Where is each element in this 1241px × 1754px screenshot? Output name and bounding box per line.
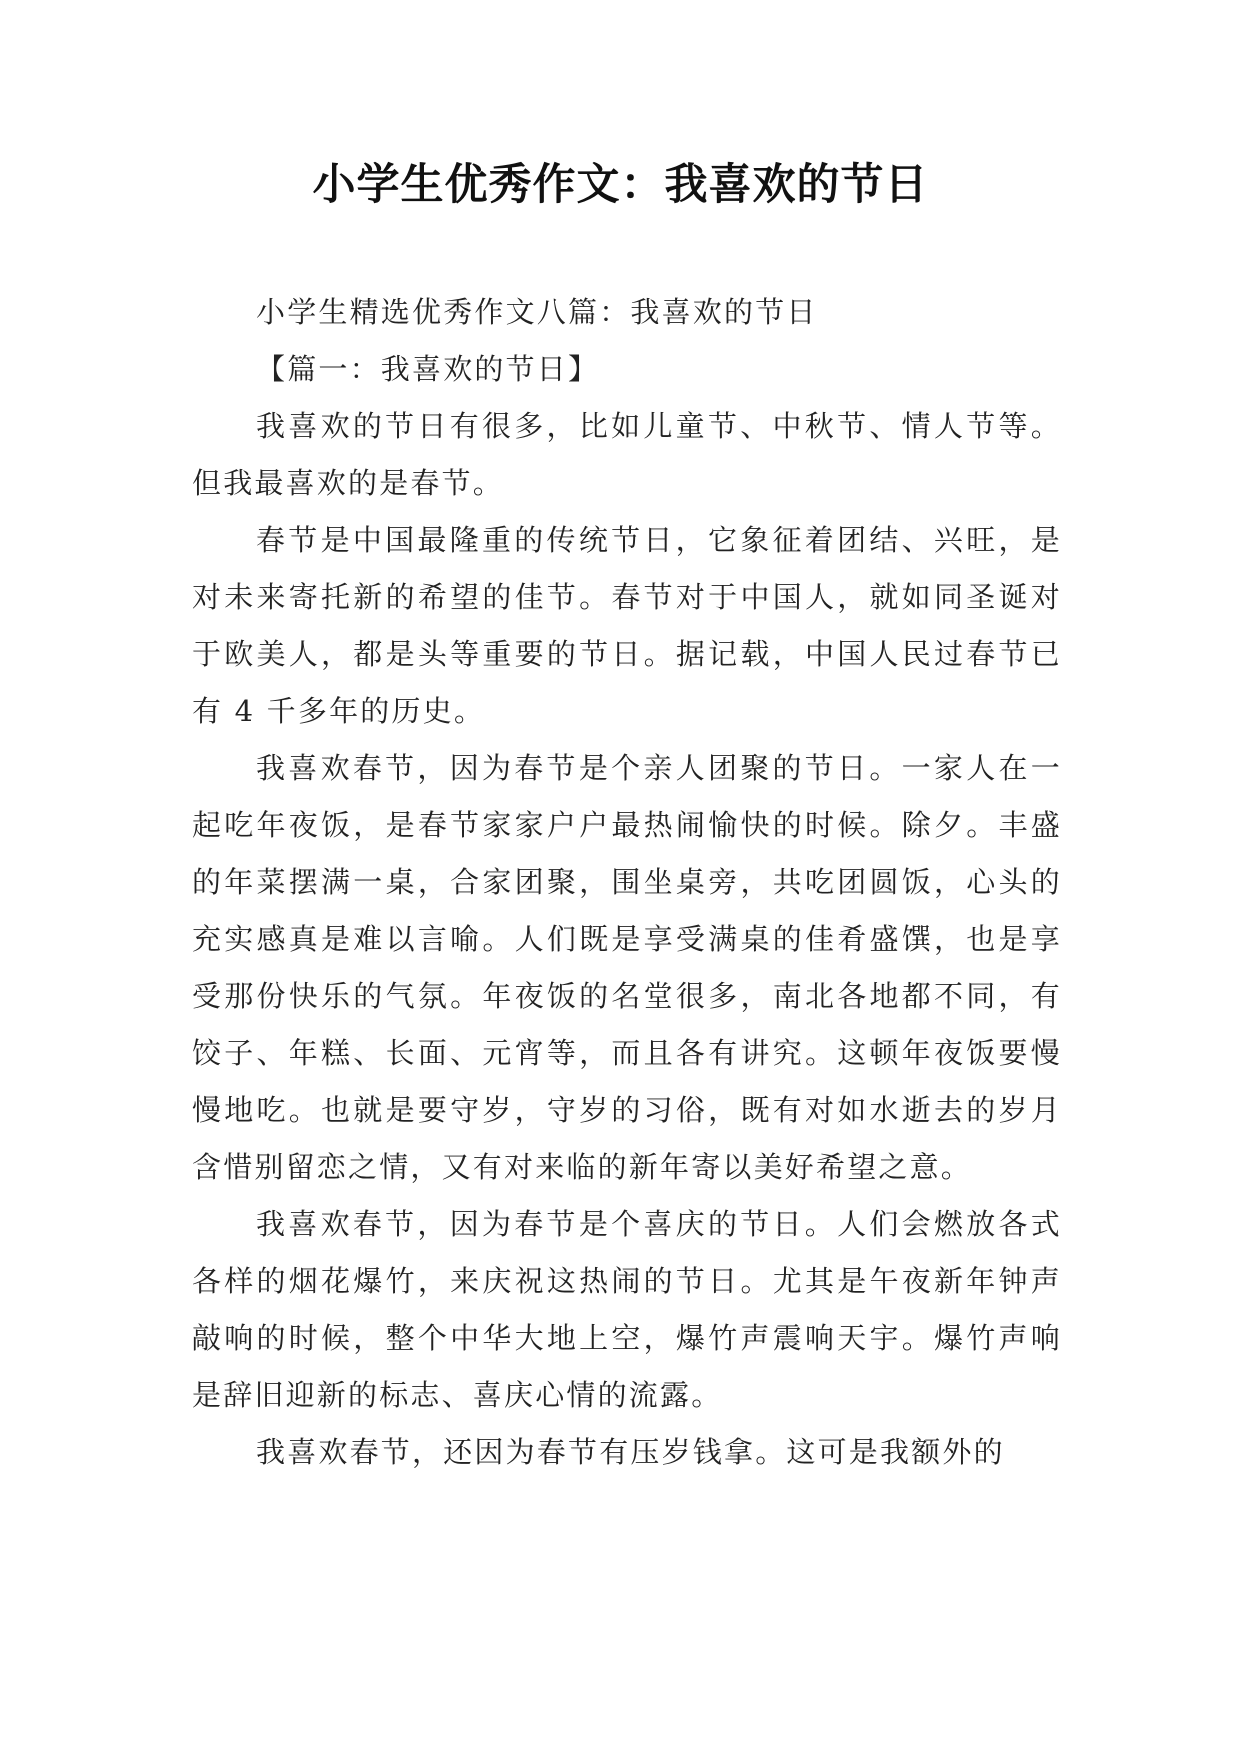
body-paragraph: 我喜欢春节，因为春节是个亲人团聚的节日。一家人在一起吃年夜饭，是春节家家户户最热闹愉快的时候。除夕。丰盛的年菜摆满一桌，合家团聚，围坐桌旁，共吃团圆饭，心头的充实感真是难以言喻。人们既是享受满桌的佳肴盛馔，也是享受那份快乐的气氛。年夜饭的名堂很多，南北各地都不同，有饺子、年糕、长面、元宵等，而且各有讲究。这顿年夜饭要慢慢地吃。也就是要守岁，守岁的习俗，既有对如水逝去的岁月含惜别留恋之情，又有对来临的新年寄以美好希望之意。	[192, 751, 1062, 1184]
document-body	[192, 284, 1062, 1481]
body-paragraph: 春节是中国最隆重的传统节日，它象征着团结、兴旺，是对未来寄托新的希望的佳节。春节对于中国人，就如同圣诞对于欧美人，都是头等重要的节日。据记载，中国人民过春节已有 4 千多年的历史。	[192, 523, 1062, 728]
subtitle-paragraph: 小学生精选优秀作文八篇：我喜欢的节日	[256, 295, 818, 329]
document-title: 小学生优秀作文：我喜欢的节日	[312, 160, 929, 210]
body-paragraph: 我喜欢春节，还因为春节有压岁钱拿。这可是我额外的	[256, 1435, 1005, 1469]
body-paragraph: 我喜欢的节日有很多，比如儿童节、中秋节、情人节等。但我最喜欢的是春节。	[192, 409, 1062, 500]
section-heading: 【篇一：我喜欢的节日】	[256, 352, 600, 386]
body-paragraph: 我喜欢春节，因为春节是个喜庆的节日。人们会燃放各式各样的烟花爆竹，来庆祝这热闹的节日。尤其是午夜新年钟声敲响的时候，整个中华大地上空，爆竹声震响天宇。爆竹声响是辞旧迎新的标志、喜庆心情的流露。	[192, 1207, 1062, 1412]
